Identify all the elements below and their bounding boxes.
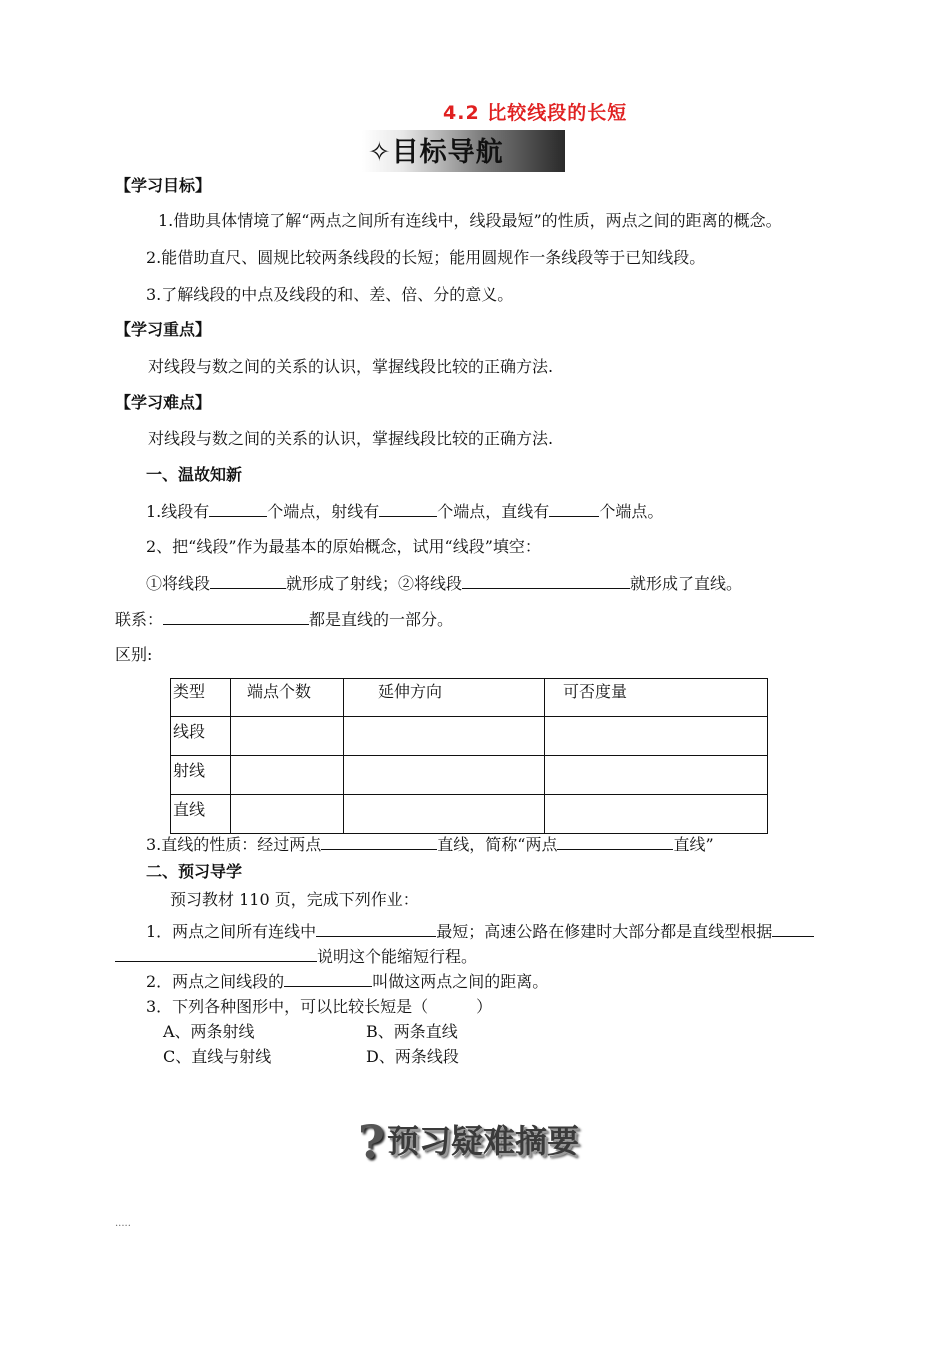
table-cell[interactable] xyxy=(231,795,344,834)
comparison-table xyxy=(170,678,768,834)
option-d: D、两条线段 xyxy=(366,1047,459,1066)
table-row xyxy=(171,717,768,756)
table-cell[interactable] xyxy=(344,756,545,795)
table-cell[interactable] xyxy=(545,756,768,795)
blank-field[interactable] xyxy=(115,946,317,962)
blank-field[interactable] xyxy=(284,971,372,987)
goal-item: 1.借助具体情境了解“两点之间所有连线中，线段最短”的性质，两点之间的距离的概念。 xyxy=(158,211,782,230)
table-row-label: 直线 xyxy=(171,795,231,834)
q2-text-b: 就形成了射线；②将线段 xyxy=(286,574,463,593)
blank-field[interactable] xyxy=(549,501,599,517)
option-b: B、两条直线 xyxy=(366,1022,458,1041)
preview-question-1 xyxy=(146,921,814,942)
blank-field[interactable] xyxy=(772,921,814,937)
preview-heading: 二、预习导学 xyxy=(146,862,243,881)
table-cell[interactable] xyxy=(344,795,545,834)
section-banner-text xyxy=(368,130,504,169)
q1-text-b: 个端点，射线有 xyxy=(267,502,380,521)
q1-text-c: 个端点，直线有 xyxy=(437,502,550,521)
goal-item: 2.能借助直尺、圆规比较两条线段的长短；能用圆规作一条线段等于已知线段。 xyxy=(146,248,706,267)
relation-text: 都是直线的一部分。 xyxy=(309,610,454,629)
p1-text-b: 最短；高速公路在修建时大部分都是直线型根据 xyxy=(436,922,773,941)
difference-label: 区别: xyxy=(115,645,153,664)
review-heading: 一、温故知新 xyxy=(146,465,243,484)
preview-question-3: 3．下列各种图形中，可以比较长短是（ ） xyxy=(146,997,493,1016)
difficulty-heading: 【学习难点】 xyxy=(115,393,212,412)
table-cell[interactable] xyxy=(545,717,768,756)
summary-banner xyxy=(358,1115,579,1169)
preview-question-1-cont xyxy=(115,946,477,967)
q1-text-d: 个端点。 xyxy=(599,502,664,521)
key-point-heading: 【学习重点】 xyxy=(115,320,212,339)
q2-text-a: ①将线段 xyxy=(146,574,211,593)
p2-text-b: 叫做这两点之间的距离。 xyxy=(372,972,549,991)
blank-field[interactable] xyxy=(163,609,309,625)
table-cell[interactable] xyxy=(231,756,344,795)
table-cell[interactable] xyxy=(231,717,344,756)
review-question-3 xyxy=(146,834,714,855)
footer-dots: ..... xyxy=(115,1218,131,1229)
goal-item: 3.了解线段的中点及线段的和、差、倍、分的意义。 xyxy=(146,285,514,304)
table-header-cell: 延伸方向 xyxy=(344,679,545,717)
option-a: A、两条射线 xyxy=(163,1022,255,1041)
summary-banner-text: 预习疑难摘要 xyxy=(386,1122,579,1160)
goals-heading: 【学习目标】 xyxy=(115,176,212,195)
p2-text-a: 2．两点之间线段的 xyxy=(146,972,285,991)
key-point-text: 对线段与数之间的关系的认识，掌握线段比较的正确方法. xyxy=(148,357,554,376)
table-header-row xyxy=(171,679,768,717)
table-header-cell: 端点个数 xyxy=(231,679,344,717)
table-row xyxy=(171,756,768,795)
table-row-label: 线段 xyxy=(171,717,231,756)
question-mark-icon: ? xyxy=(358,1115,385,1169)
p1-text-c: 说明这个能缩短行程。 xyxy=(317,947,478,966)
table-row xyxy=(171,795,768,834)
table-cell[interactable] xyxy=(344,717,545,756)
q2-text-c: 就形成了直线。 xyxy=(630,574,743,593)
difficulty-text: 对线段与数之间的关系的认识，掌握线段比较的正确方法. xyxy=(148,429,554,448)
table-header-cell: 可否度量 xyxy=(545,679,768,717)
q3-text-b: 直线，简称“两点 xyxy=(437,835,558,854)
preview-intro: 预习教材 110 页，完成下列作业： xyxy=(170,890,419,909)
option-c: C、直线与射线 xyxy=(163,1047,272,1066)
p1-text-a: 1．两点之间所有连线中 xyxy=(146,922,317,941)
review-question-1 xyxy=(146,501,663,522)
relation-line xyxy=(115,609,453,630)
blank-field[interactable] xyxy=(379,501,437,517)
review-question-2-line xyxy=(146,573,742,594)
review-question-2: 2、把“线段”作为最基本的原始概念，试用“线段”填空： xyxy=(146,537,541,556)
table-row-label: 射线 xyxy=(171,756,231,795)
blank-field[interactable] xyxy=(316,921,436,937)
blank-field[interactable] xyxy=(210,573,286,589)
blank-field[interactable] xyxy=(557,834,673,850)
blank-field[interactable] xyxy=(462,573,630,589)
q3-text-c: 直线” xyxy=(673,835,714,854)
banner-title: 目标导航 xyxy=(391,137,504,168)
relation-label: 联系： xyxy=(115,610,164,629)
blank-field[interactable] xyxy=(321,834,437,850)
blank-field[interactable] xyxy=(209,501,267,517)
page-title: 4.2 比较线段的长短 xyxy=(443,102,628,124)
q1-text-a: 1.线段有 xyxy=(146,502,210,521)
q3-text-a: 3.直线的性质：经过两点 xyxy=(146,835,322,854)
star-icon: ✧ xyxy=(368,137,392,168)
table-cell[interactable] xyxy=(545,795,768,834)
table-header-cell: 类型 xyxy=(171,679,231,717)
preview-question-2 xyxy=(146,971,548,992)
